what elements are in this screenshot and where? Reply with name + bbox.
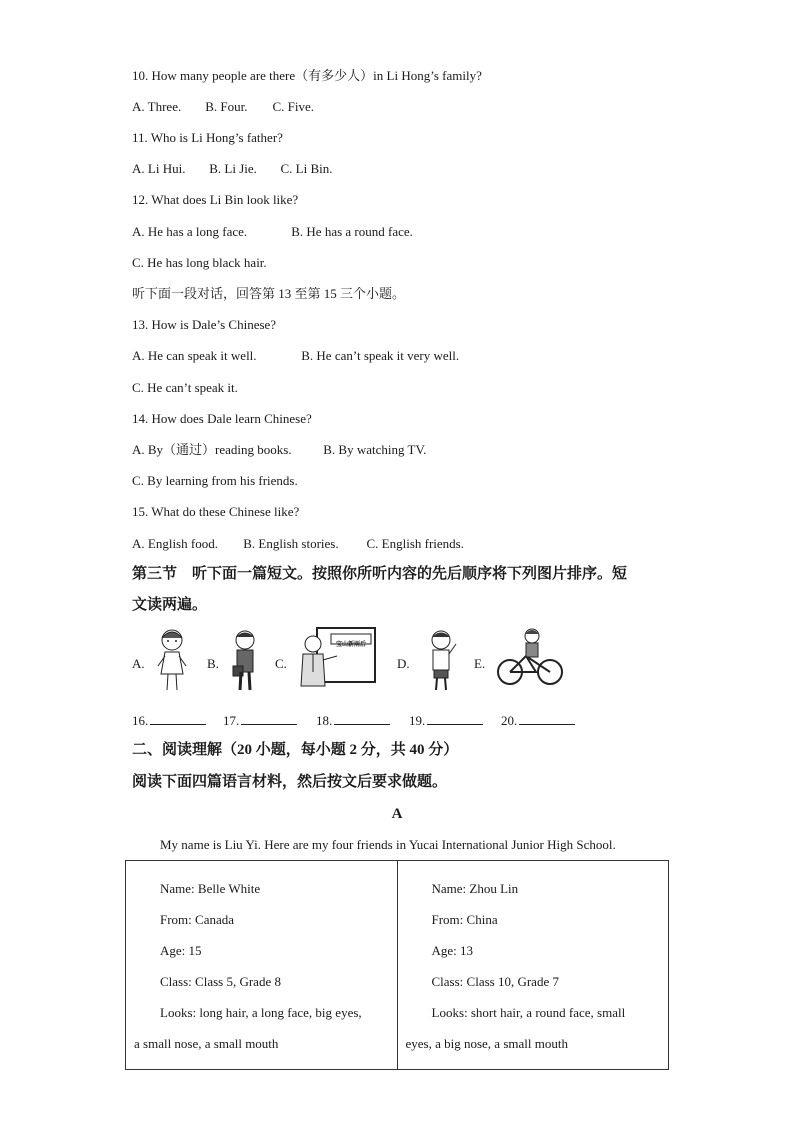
boy-with-bag-illustration [227,626,263,696]
question-14-options [132,442,426,458]
boy-waving-illustration [423,626,459,696]
friend-looks: Looks: long hair, a long face, big eyes, [160,1005,362,1020]
option-b: B. By watching TV. [323,442,427,457]
blank-18[interactable] [316,712,390,729]
question-10-options [132,99,314,115]
blank-line [519,712,575,725]
teacher-blackboard-illustration [295,626,377,688]
friend-from: From: China [431,912,498,927]
friends-table [125,860,669,1070]
friend-card-zhou [397,861,669,1070]
part2-heading: 二、阅读理解（20 小题，每小题 2 分，共 40 分） [132,742,459,758]
option-c: C. By learning from his friends. [132,473,298,488]
girl-cycling-illustration [496,626,564,688]
blank-label: 19. [409,713,426,728]
blank-17[interactable] [223,712,297,729]
section3-title-cont: 文读两遍。 [132,597,208,613]
question-11-options [132,161,333,177]
option-c: C. Li Bin. [280,161,333,176]
blank-line [334,712,390,725]
option-a: A. English food. [132,536,218,551]
option-c: C. Five. [272,99,315,114]
question-15: 15. What do these Chinese like? [132,504,300,519]
passage-intro: My name is Liu Yi. Here are my four friends in Yucai International Junior High School. [160,837,616,852]
option-c: C. He can’t speak it. [132,380,238,395]
friend-name: Name: Zhou Lin [431,881,519,896]
option-b: B. He has a round face. [291,224,413,239]
question-14: 14. How does Dale learn Chinese? [132,411,312,426]
question-13: 13. How is Dale’s Chinese? [132,317,277,332]
friend-looks: Looks: short hair, a round face, small [431,1005,626,1020]
board-text: 宝山新雨后 [336,641,367,648]
blank-20[interactable] [501,712,575,729]
girl-illustration [152,626,192,696]
option-a: A. Li Hui. [132,161,186,176]
option-c: C. English friends. [366,536,464,551]
option-a: A. He can speak it well. [132,348,257,363]
option-a: A. By（通过）reading books. [132,442,292,457]
blank-label: 17. [223,713,240,728]
listening-instruction: 听下面一段对话，回答第 13 至第 15 三个小题。 [132,286,406,301]
option-c: C. He has long black hair. [132,255,267,270]
option-b: B. Li Jie. [209,161,257,176]
question-12: 12. What does Li Bin look like? [132,192,299,207]
picture-label: E. [474,656,486,671]
question-11: 11. Who is Li Hong’s father? [132,130,283,145]
blank-line [427,712,483,725]
blank-line [150,712,206,725]
picture-label: C. [275,656,287,671]
option-a: A. Three. [132,99,182,114]
blank-16[interactable] [132,712,206,729]
question-13-options [132,348,459,364]
question-15-options [132,536,464,552]
friend-class: Class: Class 10, Grade 7 [431,974,559,989]
friend-card-belle [126,861,398,1070]
option-b: B. Four. [205,99,248,114]
blank-label: 16. [132,713,149,728]
blank-line [241,712,297,725]
blank-label: 18. [316,713,333,728]
friend-name: Name: Belle White [160,881,261,896]
question-12-options [132,224,413,240]
option-b: B. English stories. [243,536,339,551]
option-a: A. He has a long face. [132,224,248,239]
friend-age: Age: 13 [431,943,474,958]
part2-instruction: 阅读下面四篇语言材料，然后按文后要求做题。 [132,774,448,790]
blank-19[interactable] [409,712,483,729]
friend-class: Class: Class 5, Grade 8 [160,974,281,989]
picture-label: D. [397,656,410,671]
friend-looks-cont: eyes, a big nose, a small mouth [405,1036,568,1051]
option-b: B. He can’t speak it very well. [301,348,460,363]
blank-label: 20. [501,713,518,728]
question-10: 10. How many people are there（有多少人）in Li Hong’s family? [132,68,482,83]
picture-row [132,626,592,696]
friend-from: From: Canada [160,912,235,927]
picture-label: B. [207,656,219,671]
friend-age: Age: 15 [160,943,202,958]
picture-label: A. [132,656,145,671]
passage-title: A [391,806,403,822]
friend-looks-cont: a small nose, a small mouth [134,1036,279,1051]
section3-title: 第三节 听下面一篇短文。按照你所听内容的先后顺序将下列图片排序。短 [132,566,628,582]
